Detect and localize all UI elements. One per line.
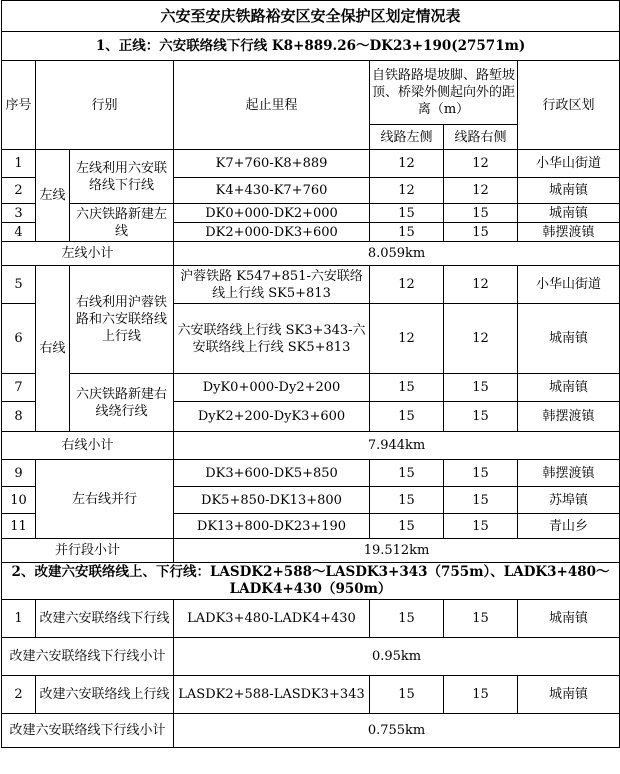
header-left: 线路左侧 [370, 125, 444, 150]
header-right: 线路右侧 [444, 125, 518, 150]
row-district: 小华山街道 [518, 266, 620, 304]
row-left: 12 [370, 266, 444, 304]
row-left: 12 [370, 304, 444, 374]
row-mileage: DK13+800-DK23+190 [174, 514, 370, 539]
row-district: 城南镇 [518, 304, 620, 374]
row-no: 1 [2, 150, 36, 178]
header-line: 行别 [36, 61, 174, 150]
row-district: 城南镇 [518, 600, 620, 638]
row-district: 韩摆渡镇 [518, 402, 620, 432]
left-total: 8.059km [174, 242, 620, 266]
row-right: 15 [444, 487, 518, 514]
row-left: 15 [370, 374, 444, 402]
row-district: 城南镇 [518, 676, 620, 714]
row-mileage: K7+760-K8+889 [174, 150, 370, 178]
row-mileage: LASDK2+588-LASDK3+343 [174, 676, 370, 714]
row-right: 15 [444, 223, 518, 242]
row-district: 小华山街道 [518, 150, 620, 178]
row-left: 15 [370, 402, 444, 432]
row-left: 12 [370, 178, 444, 204]
parallel-total-label: 并行段小计 [2, 539, 174, 563]
section-2-heading: 2、改建六安联络线上、下行线：LASDK2+588～LASDK3+343（755m）、LADK3+480～LADK4+430（950m） [2, 563, 620, 600]
row-district: 韩摆渡镇 [518, 460, 620, 487]
subtotal-value: 0.95km [174, 638, 620, 676]
row-mileage: DK0+000-DK2+000 [174, 204, 370, 223]
table-title: 六安至安庆铁路裕安区安全保护区划定情况表 [2, 1, 620, 32]
row-left: 15 [370, 223, 444, 242]
row-no: 1 [2, 600, 36, 638]
right-total-label: 右线小计 [2, 432, 174, 460]
row-right: 15 [444, 374, 518, 402]
left-line-sub-a: 左线利用六安联络线下行线 [70, 150, 174, 204]
row-line: 改建六安联络线下行线 [36, 600, 174, 638]
row-right: 12 [444, 178, 518, 204]
row-mileage: DK3+600-DK5+850 [174, 460, 370, 487]
right-total: 7.944km [174, 432, 620, 460]
row-right: 15 [444, 402, 518, 432]
row-no: 2 [2, 178, 36, 204]
row-no: 11 [2, 514, 36, 539]
row-left: 15 [370, 600, 444, 638]
row-no: 7 [2, 374, 36, 402]
row-right: 12 [444, 150, 518, 178]
row-no: 5 [2, 266, 36, 304]
row-left: 15 [370, 487, 444, 514]
row-no: 9 [2, 460, 36, 487]
row-mileage: LADK3+480-LADK4+430 [174, 600, 370, 638]
row-mileage: 六安联络线上行线 SK3+343-六安联络线上行线 SK5+813 [174, 304, 370, 374]
right-line-group: 右线 [36, 266, 70, 432]
row-no: 8 [2, 402, 36, 432]
parallel-total: 19.512km [174, 539, 620, 563]
header-seq: 序号 [2, 61, 36, 150]
right-line-sub-b: 六庆铁路新建右线绕行线 [70, 374, 174, 432]
row-no: 3 [2, 204, 36, 223]
row-right: 15 [444, 204, 518, 223]
row-no: 4 [2, 223, 36, 242]
row-mileage: DK2+000-DK3+600 [174, 223, 370, 242]
row-right: 15 [444, 460, 518, 487]
row-left: 15 [370, 460, 444, 487]
row-right: 15 [444, 676, 518, 714]
row-right: 12 [444, 304, 518, 374]
row-district: 韩摆渡镇 [518, 223, 620, 242]
protection-zone-table [1, 0, 620, 748]
row-mileage: DK5+850-DK13+800 [174, 487, 370, 514]
row-district: 苏埠镇 [518, 487, 620, 514]
left-line-group: 左线 [36, 150, 70, 242]
parallel-group: 左右线并行 [36, 460, 174, 539]
row-left: 15 [370, 204, 444, 223]
subtotal-value: 0.755km [174, 714, 620, 748]
row-right: 15 [444, 600, 518, 638]
row-district: 城南镇 [518, 374, 620, 402]
subtotal-label: 改建六安联络线下行线小计 [2, 638, 174, 676]
row-mileage: 沪蓉铁路 K547+851-六安联络线上行线 SK5+813 [174, 266, 370, 304]
header-district: 行政区划 [518, 61, 620, 150]
row-district: 青山乡 [518, 514, 620, 539]
row-left: 15 [370, 514, 444, 539]
row-right: 15 [444, 514, 518, 539]
row-no: 6 [2, 304, 36, 374]
row-left: 12 [370, 150, 444, 178]
left-line-sub-b: 六庆铁路新建左线 [70, 204, 174, 242]
row-no: 10 [2, 487, 36, 514]
subtotal-label: 改建六安联络线下行线小计 [2, 714, 174, 748]
row-right: 12 [444, 266, 518, 304]
row-left: 15 [370, 676, 444, 714]
right-line-sub-a: 右线利用沪蓉铁路和六安联络线上行线 [70, 266, 174, 374]
row-mileage: DyK2+200-DyK3+600 [174, 402, 370, 432]
row-district: 城南镇 [518, 204, 620, 223]
header-mileage: 起止里程 [174, 61, 370, 150]
row-no: 2 [2, 676, 36, 714]
row-mileage: K4+430-K7+760 [174, 178, 370, 204]
row-mileage: DyK0+000-Dy2+200 [174, 374, 370, 402]
left-total-label: 左线小计 [2, 242, 174, 266]
header-distance: 自铁路路堤坡脚、路堑坡顶、桥梁外侧起向外的距离（m） [370, 61, 518, 125]
section-1-heading: 1、正线：六安联络线下行线 K8+889.26～DK23+190(27571m) [2, 32, 620, 61]
row-line: 改建六安联络线上行线 [36, 676, 174, 714]
row-district: 城南镇 [518, 178, 620, 204]
